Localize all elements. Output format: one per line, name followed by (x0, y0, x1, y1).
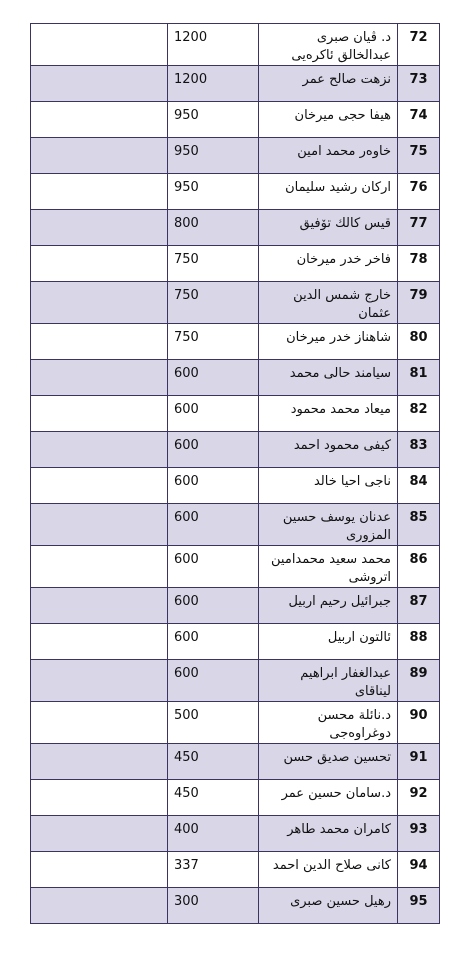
table-row (31, 396, 440, 432)
amount-cell: 450 (168, 744, 259, 780)
table-row (31, 660, 440, 702)
table-row (31, 210, 440, 246)
empty-cell (31, 702, 168, 744)
row-number-cell: 93 (398, 816, 440, 852)
empty-cell (31, 324, 168, 360)
amount-cell: 600 (168, 660, 259, 702)
empty-cell (31, 624, 168, 660)
row-number-cell: 84 (398, 468, 440, 504)
name-cell: محمد سعيد محمدامين اتروشى (259, 546, 398, 588)
amount-cell: 500 (168, 702, 259, 744)
amount-cell: 950 (168, 174, 259, 210)
amount-cell: 750 (168, 246, 259, 282)
empty-cell (31, 468, 168, 504)
table-row (31, 816, 440, 852)
amount-cell: 600 (168, 360, 259, 396)
empty-cell (31, 546, 168, 588)
empty-cell (31, 780, 168, 816)
row-number-cell: 72 (398, 24, 440, 66)
empty-cell (31, 888, 168, 924)
row-number-cell: 80 (398, 324, 440, 360)
name-cell: ناجى احيا خالد (259, 468, 398, 504)
empty-cell (31, 282, 168, 324)
row-number-cell: 89 (398, 660, 440, 702)
row-number-cell: 75 (398, 138, 440, 174)
name-cell: رهيل حسين صبرى (259, 888, 398, 924)
amount-cell: 1200 (168, 66, 259, 102)
amount-cell: 400 (168, 816, 259, 852)
name-cell: خاوەر محمد امين (259, 138, 398, 174)
table-row (31, 246, 440, 282)
name-cell: كيفى محمود احمد (259, 432, 398, 468)
row-number-cell: 91 (398, 744, 440, 780)
amount-cell: 450 (168, 780, 259, 816)
row-number-cell: 95 (398, 888, 440, 924)
empty-cell (31, 360, 168, 396)
donors-table (30, 23, 440, 924)
row-number-cell: 73 (398, 66, 440, 102)
row-number-cell: 88 (398, 624, 440, 660)
empty-cell (31, 66, 168, 102)
table-row (31, 102, 440, 138)
name-cell: شاهناز خدر ميرخان (259, 324, 398, 360)
name-cell: عبدالغفار ابراهيم ليناقاى (259, 660, 398, 702)
empty-cell (31, 816, 168, 852)
name-cell: عدنان يوسف حسين المزورى (259, 504, 398, 546)
empty-cell (31, 102, 168, 138)
table-row (31, 66, 440, 102)
name-cell: د.نائلة محسن دوغراوەجى (259, 702, 398, 744)
empty-cell (31, 24, 168, 66)
empty-cell (31, 852, 168, 888)
table-row (31, 138, 440, 174)
row-number-cell: 82 (398, 396, 440, 432)
empty-cell (31, 396, 168, 432)
table-row (31, 888, 440, 924)
amount-cell: 950 (168, 138, 259, 174)
amount-cell: 600 (168, 588, 259, 624)
name-cell: كانى صلاح الدين احمد (259, 852, 398, 888)
table-body (31, 24, 440, 924)
name-cell: خارج شمس الدين عثمان (259, 282, 398, 324)
table-row (31, 504, 440, 546)
name-cell: د.سامان حسين عمر (259, 780, 398, 816)
row-number-cell: 90 (398, 702, 440, 744)
name-cell: اركان رشيد سليمان (259, 174, 398, 210)
empty-cell (31, 660, 168, 702)
row-number-cell: 94 (398, 852, 440, 888)
amount-cell: 337 (168, 852, 259, 888)
row-number-cell: 87 (398, 588, 440, 624)
empty-cell (31, 588, 168, 624)
amount-cell: 750 (168, 282, 259, 324)
row-number-cell: 81 (398, 360, 440, 396)
empty-cell (31, 246, 168, 282)
amount-cell: 1200 (168, 24, 259, 66)
table-row (31, 174, 440, 210)
row-number-cell: 79 (398, 282, 440, 324)
name-cell: قيس كالك تۆفيق (259, 210, 398, 246)
name-cell: د. ڤيان صبرى عبدالخالق ئاكرەيى (259, 24, 398, 66)
table-row (31, 24, 440, 66)
name-cell: ئالتون اربيل (259, 624, 398, 660)
amount-cell: 300 (168, 888, 259, 924)
amount-cell: 600 (168, 468, 259, 504)
table-row (31, 588, 440, 624)
table-row (31, 546, 440, 588)
table-row (31, 360, 440, 396)
row-number-cell: 74 (398, 102, 440, 138)
amount-cell: 800 (168, 210, 259, 246)
row-number-cell: 77 (398, 210, 440, 246)
table-row (31, 702, 440, 744)
row-number-cell: 78 (398, 246, 440, 282)
row-number-cell: 86 (398, 546, 440, 588)
row-number-cell: 83 (398, 432, 440, 468)
empty-cell (31, 210, 168, 246)
table-row (31, 432, 440, 468)
row-number-cell: 85 (398, 504, 440, 546)
amount-cell: 600 (168, 396, 259, 432)
amount-cell: 950 (168, 102, 259, 138)
table-row (31, 744, 440, 780)
name-cell: هيفا حجى ميرخان (259, 102, 398, 138)
name-cell: جبرائيل رحيم اربيل (259, 588, 398, 624)
name-cell: فاخر خدر ميرخان (259, 246, 398, 282)
amount-cell: 600 (168, 432, 259, 468)
name-cell: ميعاد محمد محمود (259, 396, 398, 432)
table-row (31, 282, 440, 324)
row-number-cell: 76 (398, 174, 440, 210)
name-cell: سيامند حالى محمد (259, 360, 398, 396)
name-cell: تحسين صديق حسن (259, 744, 398, 780)
amount-cell: 750 (168, 324, 259, 360)
amount-cell: 600 (168, 546, 259, 588)
empty-cell (31, 432, 168, 468)
amount-cell: 600 (168, 624, 259, 660)
amount-cell: 600 (168, 504, 259, 546)
table-row (31, 852, 440, 888)
table-row (31, 468, 440, 504)
row-number-cell: 92 (398, 780, 440, 816)
table-row (31, 624, 440, 660)
empty-cell (31, 138, 168, 174)
empty-cell (31, 744, 168, 780)
name-cell: نزهت صالح عمر (259, 66, 398, 102)
empty-cell (31, 504, 168, 546)
table-row (31, 780, 440, 816)
table-row (31, 324, 440, 360)
name-cell: كامران محمد طاهر (259, 816, 398, 852)
empty-cell (31, 174, 168, 210)
